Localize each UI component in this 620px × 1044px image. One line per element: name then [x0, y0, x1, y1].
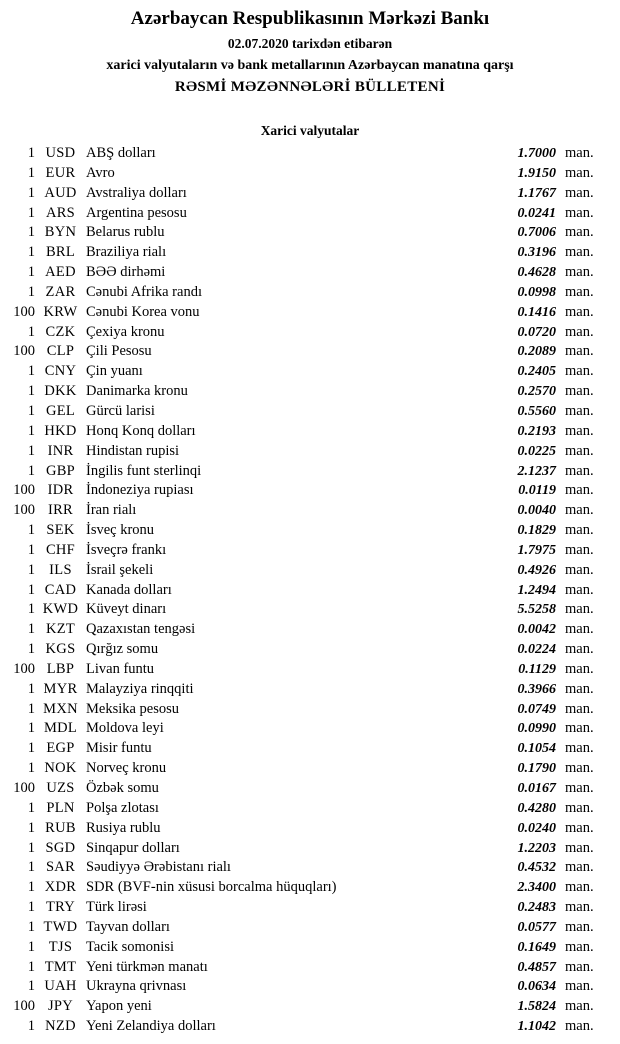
- currency-quantity: 1: [27, 958, 35, 975]
- currency-row: [0, 977, 620, 997]
- currency-rate: 0.2405: [517, 364, 556, 380]
- currency-rate: 2.3400: [517, 880, 556, 896]
- currency-row: [0, 799, 620, 819]
- currency-name: Yeni Zelandiya dolları: [86, 1018, 216, 1035]
- currency-code: HKD: [44, 422, 77, 439]
- currency-row: [0, 918, 620, 938]
- currency-rate: 0.2483: [517, 900, 556, 916]
- currency-rate: 0.0167: [517, 781, 556, 796]
- currency-rate: 0.1054: [517, 741, 556, 757]
- currency-code: KRW: [43, 303, 78, 320]
- currency-name: Avstraliya dolları: [86, 184, 187, 201]
- currency-code: CLP: [46, 343, 75, 360]
- currency-row: [0, 283, 620, 303]
- currency-unit-label: man.: [565, 303, 594, 320]
- currency-unit-label: man.: [565, 819, 594, 836]
- currency-unit-label: man.: [565, 799, 594, 816]
- currency-name: İndoneziya rupiası: [86, 482, 194, 499]
- currency-row: [0, 541, 620, 561]
- currency-row: [0, 759, 620, 779]
- currency-row: [0, 342, 620, 362]
- currency-name: Polşa zlotası: [86, 799, 159, 816]
- currency-code: GEL: [45, 402, 76, 419]
- currency-unit-label: man.: [565, 363, 594, 380]
- currency-rate: 0.1649: [517, 939, 556, 955]
- currency-unit-label: man.: [565, 164, 594, 181]
- currency-code: NOK: [44, 760, 77, 777]
- currency-rate: 0.0241: [517, 205, 556, 221]
- currency-code: INR: [47, 442, 74, 459]
- currency-rate: 0.0577: [517, 919, 556, 935]
- currency-unit-label: man.: [565, 581, 594, 598]
- currency-row: [0, 819, 620, 839]
- currency-unit-label: man.: [565, 899, 594, 916]
- currency-code: MDL: [43, 720, 78, 737]
- currency-name: Yapon yeni: [86, 998, 152, 1015]
- currency-row: [0, 700, 620, 720]
- currency-unit-label: man.: [565, 660, 594, 677]
- currency-unit-label: man.: [565, 522, 594, 539]
- currency-quantity: 1: [27, 145, 35, 161]
- currency-quantity: 1: [27, 522, 35, 539]
- currency-unit-label: man.: [565, 859, 594, 876]
- currency-quantity: 100: [13, 780, 35, 796]
- currency-unit-label: man.: [565, 145, 594, 161]
- currency-name: Livan funtu: [86, 660, 155, 677]
- currency-row: [0, 938, 620, 958]
- currency-quantity: 1: [27, 1018, 35, 1035]
- currency-row: [0, 323, 620, 343]
- currency-name: Argentina pesosu: [86, 204, 187, 221]
- currency-row: [0, 204, 620, 224]
- currency-row: [0, 839, 620, 859]
- currency-name: Belarus rublu: [86, 224, 165, 241]
- currency-quantity: 1: [27, 918, 35, 935]
- currency-code: EGP: [46, 740, 75, 757]
- currency-row: [0, 303, 620, 323]
- currency-code: ARS: [45, 204, 76, 221]
- currency-code: MYR: [43, 680, 78, 697]
- currency-quantity: 1: [27, 164, 35, 181]
- currency-code: KZT: [45, 621, 76, 638]
- currency-unit-label: man.: [565, 224, 594, 241]
- currency-name: Çili Pesosu: [86, 343, 152, 360]
- currency-quantity: 1: [27, 581, 35, 598]
- currency-rate: 0.4280: [517, 800, 556, 816]
- currency-code: BYN: [44, 224, 77, 241]
- currency-quantity: 1: [27, 641, 35, 658]
- currency-unit-label: man.: [565, 780, 594, 796]
- currency-code: CNY: [44, 363, 77, 380]
- currency-name: Moldova leyi: [86, 720, 164, 737]
- currency-rate: 0.1829: [517, 523, 556, 539]
- currency-name: Malayziya rinqqiti: [86, 680, 194, 697]
- effective-date-line: 02.07.2020 tarixdən etibarən: [227, 36, 393, 51]
- currency-unit-label: man.: [565, 343, 594, 360]
- currency-row: [0, 263, 620, 283]
- currency-unit-label: man.: [565, 601, 594, 618]
- currency-quantity: 1: [27, 383, 35, 400]
- currency-row: [0, 739, 620, 759]
- currency-rate: 0.0040: [517, 503, 556, 519]
- currency-rate: 0.2570: [517, 384, 556, 400]
- currency-code: IDR: [47, 482, 74, 499]
- currency-name: SDR (BVF-nin xüsusi borcalma hüquqları): [86, 879, 337, 896]
- currency-quantity: 1: [27, 422, 35, 439]
- currency-unit-label: man.: [565, 839, 594, 856]
- currency-row: [0, 481, 620, 501]
- currency-rate: 1.2494: [517, 582, 556, 598]
- currency-row: [0, 184, 620, 204]
- currency-code: SEK: [46, 522, 75, 539]
- currency-row: [0, 501, 620, 521]
- currency-rate: 0.0749: [517, 701, 556, 717]
- currency-unit-label: man.: [565, 680, 594, 697]
- currency-quantity: 1: [27, 541, 35, 558]
- currency-rate: 1.2203: [517, 840, 556, 856]
- currency-unit-label: man.: [565, 561, 594, 578]
- currency-name: Çin yuanı: [86, 363, 143, 380]
- currency-rate: 1.1042: [517, 1019, 556, 1035]
- currency-quantity: 1: [27, 184, 35, 201]
- currency-rate: 0.4926: [517, 562, 556, 578]
- currency-row: [0, 898, 620, 918]
- currency-rate: 1.1767: [517, 185, 556, 201]
- currency-row: [0, 402, 620, 422]
- currency-name: Kanada dolları: [86, 581, 172, 598]
- currency-quantity: 1: [27, 700, 35, 717]
- currency-rate: 0.0042: [517, 622, 556, 638]
- currency-unit-label: man.: [565, 283, 594, 300]
- currency-name: Cənubi Korea vonu: [86, 303, 200, 320]
- currency-row: [0, 640, 620, 660]
- currency-quantity: 1: [27, 462, 35, 479]
- exchange-rates-table: [0, 144, 620, 1037]
- currency-name: İsveç kronu: [86, 522, 155, 539]
- bulletin-header: [0, 0, 620, 96]
- currency-quantity: 1: [27, 204, 35, 221]
- currency-rate: 1.7000: [517, 146, 556, 161]
- currency-name: Tayvan dolları: [86, 918, 170, 935]
- currency-name: ABŞ dolları: [86, 145, 156, 161]
- currency-row: [0, 581, 620, 601]
- currency-name: İran rialı: [86, 502, 137, 519]
- currency-row: [0, 462, 620, 482]
- currency-name: Gürcü larisi: [86, 402, 155, 419]
- currency-name: Norveç kronu: [86, 760, 167, 777]
- currency-name: Cənubi Afrika randı: [86, 283, 202, 300]
- currency-rate: 0.0119: [518, 483, 556, 499]
- currency-row: [0, 878, 620, 898]
- currency-row: [0, 600, 620, 620]
- currency-unit-label: man.: [565, 740, 594, 757]
- currency-row: [0, 997, 620, 1017]
- currency-quantity: 1: [27, 561, 35, 578]
- currency-code: CHF: [45, 541, 76, 558]
- currency-quantity: 1: [27, 601, 35, 618]
- currency-quantity: 100: [13, 998, 35, 1015]
- currency-name: Tacik somonisi: [86, 938, 174, 955]
- currency-row: [0, 779, 620, 799]
- currency-row: [0, 422, 620, 442]
- currency-code: AUD: [44, 184, 77, 201]
- currency-code: ILS: [49, 561, 72, 578]
- currency-name: Küveyt dinarı: [86, 601, 167, 618]
- currency-rate: 0.2193: [517, 423, 556, 439]
- currency-rate: 0.5560: [517, 403, 556, 419]
- currency-row: [0, 660, 620, 680]
- bank-title: Azərbaycan Respublikasının Mərkəzi Bankı: [130, 8, 490, 29]
- currency-code: JPY: [47, 998, 74, 1015]
- currency-quantity: 1: [27, 859, 35, 876]
- currency-unit-label: man.: [565, 1018, 594, 1035]
- currency-row: [0, 620, 620, 640]
- currency-code: CAD: [44, 581, 77, 598]
- currency-name: Rusiya rublu: [86, 819, 161, 836]
- currency-unit-label: man.: [565, 244, 594, 261]
- currency-code: IRR: [47, 502, 74, 519]
- currency-code: NZD: [45, 1018, 76, 1035]
- currency-quantity: 1: [27, 978, 35, 995]
- currency-unit-label: man.: [565, 760, 594, 777]
- currency-rate: 0.0990: [517, 721, 556, 737]
- currency-code: TJS: [48, 938, 73, 955]
- currency-code: UAH: [44, 978, 77, 995]
- bulletin-title: RƏSMİ MƏZƏNNƏLƏRİ BÜLLETENİ: [174, 79, 446, 95]
- currency-rate: 1.7975: [517, 542, 556, 558]
- currency-quantity: 1: [27, 740, 35, 757]
- currency-rate: 5.5258: [517, 602, 556, 618]
- currency-rate: 0.0998: [517, 284, 556, 300]
- currency-unit-label: man.: [565, 720, 594, 737]
- currency-rate: 0.0224: [517, 642, 556, 658]
- currency-name: İsveçrə frankı: [86, 541, 167, 558]
- currency-name: Türk lirəsi: [86, 899, 147, 916]
- currency-row: [0, 680, 620, 700]
- currency-name: Braziliya rialı: [86, 244, 167, 261]
- currency-row: [0, 164, 620, 184]
- currency-row: [0, 144, 620, 164]
- currency-code: KWD: [42, 601, 79, 618]
- currency-name: Səudiyyə Ərəbistanı rialı: [86, 859, 231, 876]
- currency-name: Özbək somu: [86, 780, 159, 796]
- currency-code: TRY: [45, 899, 76, 916]
- currency-unit-label: man.: [565, 918, 594, 935]
- currency-code: SGD: [45, 839, 76, 856]
- currency-unit-label: man.: [565, 978, 594, 995]
- currency-rate: 0.0240: [517, 820, 556, 836]
- currency-row: [0, 1017, 620, 1037]
- currency-name: Avro: [86, 164, 115, 181]
- currency-quantity: 100: [13, 660, 35, 677]
- currency-code: XDR: [44, 879, 77, 896]
- currency-rate: 0.1790: [517, 761, 556, 777]
- currency-rate: 0.4532: [517, 860, 556, 876]
- currency-quantity: 1: [27, 819, 35, 836]
- currency-quantity: 1: [27, 879, 35, 896]
- currency-quantity: 1: [27, 363, 35, 380]
- currency-unit-label: man.: [565, 482, 594, 499]
- currency-quantity: 1: [27, 839, 35, 856]
- currency-row: [0, 561, 620, 581]
- currency-name: Honq Konq dolları: [86, 422, 196, 439]
- currency-quantity: 100: [13, 343, 35, 360]
- currency-name: Ukrayna qrivnası: [86, 978, 187, 995]
- currency-code: MXN: [43, 700, 78, 717]
- currency-code: KGS: [45, 641, 76, 658]
- currency-quantity: 1: [27, 938, 35, 955]
- currency-row: [0, 223, 620, 243]
- currency-unit-label: man.: [565, 958, 594, 975]
- currency-unit-label: man.: [565, 879, 594, 896]
- currency-rate: 0.0720: [517, 324, 556, 340]
- currency-code: DKK: [44, 383, 77, 400]
- currency-code: BRL: [45, 244, 76, 261]
- currency-unit-label: man.: [565, 541, 594, 558]
- currency-row: [0, 442, 620, 462]
- currency-rate: 0.2089: [517, 344, 556, 360]
- currency-quantity: 1: [27, 323, 35, 340]
- currency-quantity: 1: [27, 283, 35, 300]
- currency-quantity: 1: [27, 442, 35, 459]
- currency-quantity: 1: [27, 264, 35, 281]
- currency-rate: 2.1237: [517, 463, 556, 479]
- currency-code: PLN: [46, 799, 75, 816]
- currency-unit-label: man.: [565, 422, 594, 439]
- currency-code: LBP: [46, 660, 75, 677]
- currency-unit-label: man.: [565, 402, 594, 419]
- currency-name: Meksika pesosu: [86, 700, 180, 717]
- currency-rate: 0.4628: [517, 265, 556, 281]
- currency-row: [0, 362, 620, 382]
- currency-unit-label: man.: [565, 323, 594, 340]
- currency-name: Danimarka kronu: [86, 383, 188, 400]
- currency-rate: 0.7006: [517, 225, 556, 241]
- currency-rate: 0.0225: [517, 443, 556, 459]
- currency-code: SAR: [45, 859, 76, 876]
- currency-row: [0, 382, 620, 402]
- currency-unit-label: man.: [565, 938, 594, 955]
- currency-rate: 1.5824: [517, 999, 556, 1015]
- currency-rate: 0.4857: [517, 959, 556, 975]
- currency-unit-label: man.: [565, 264, 594, 281]
- currency-quantity: 1: [27, 402, 35, 419]
- currency-name: Qazaxıstan tengəsi: [86, 621, 196, 638]
- bulletin-subtitle: xarici valyutaların və bank metallarının Azərbaycan manatına qarşı: [106, 58, 514, 73]
- currency-code: GBP: [45, 462, 76, 479]
- currency-row: [0, 858, 620, 878]
- currency-name: Misir funtu: [86, 740, 152, 757]
- currency-quantity: 1: [27, 244, 35, 261]
- currency-quantity: 1: [27, 899, 35, 916]
- currency-row: [0, 521, 620, 541]
- currency-rate: 0.1129: [518, 661, 556, 677]
- currency-unit-label: man.: [565, 442, 594, 459]
- currency-rate: 1.9150: [517, 165, 556, 181]
- currency-unit-label: man.: [565, 204, 594, 221]
- currency-code: ZAR: [45, 283, 76, 300]
- currency-name: İngilis funt sterlinqi: [86, 462, 202, 479]
- currency-row: [0, 243, 620, 263]
- currency-unit-label: man.: [565, 621, 594, 638]
- currency-name: Yeni türkmən manatı: [86, 958, 208, 975]
- currency-code: RUB: [45, 819, 76, 836]
- currency-name: Qırğız somu: [86, 641, 159, 658]
- currency-unit-label: man.: [565, 502, 594, 519]
- currency-name: BƏƏ dirhəmi: [86, 264, 166, 281]
- currency-quantity: 100: [13, 482, 35, 499]
- currency-quantity: 1: [27, 680, 35, 697]
- currency-rate: 0.1416: [517, 304, 556, 320]
- currency-unit-label: man.: [565, 184, 594, 201]
- currency-quantity: 100: [13, 502, 35, 519]
- currency-unit-label: man.: [565, 700, 594, 717]
- currency-rate: 0.0634: [517, 979, 556, 995]
- currency-unit-label: man.: [565, 383, 594, 400]
- currency-code: EUR: [45, 164, 76, 181]
- currency-row: [0, 719, 620, 739]
- currency-name: Çexiya kronu: [86, 323, 165, 340]
- currency-name: Sinqapur dolları: [86, 839, 180, 856]
- currency-code: CZK: [45, 323, 76, 340]
- currency-unit-label: man.: [565, 998, 594, 1015]
- currency-name: Hindistan rupisi: [86, 442, 180, 459]
- currency-quantity: 1: [27, 720, 35, 737]
- currency-code: UZS: [46, 780, 75, 796]
- currency-quantity: 1: [27, 224, 35, 241]
- currency-quantity: 1: [27, 760, 35, 777]
- currency-rate: 0.3196: [517, 245, 556, 261]
- currency-quantity: 1: [27, 621, 35, 638]
- currency-unit-label: man.: [565, 641, 594, 658]
- currency-quantity: 100: [13, 303, 35, 320]
- currency-code: TWD: [43, 918, 78, 935]
- currency-rate: 0.3966: [517, 681, 556, 697]
- currency-name: İsrail şekeli: [86, 561, 154, 578]
- currency-code: USD: [45, 145, 76, 161]
- section-title-foreign-currencies: Xarici valyutalar: [260, 123, 360, 138]
- currency-quantity: 1: [27, 799, 35, 816]
- currency-row: [0, 958, 620, 978]
- currency-code: AED: [45, 264, 76, 281]
- currency-unit-label: man.: [565, 462, 594, 479]
- currency-code: TMT: [44, 958, 77, 975]
